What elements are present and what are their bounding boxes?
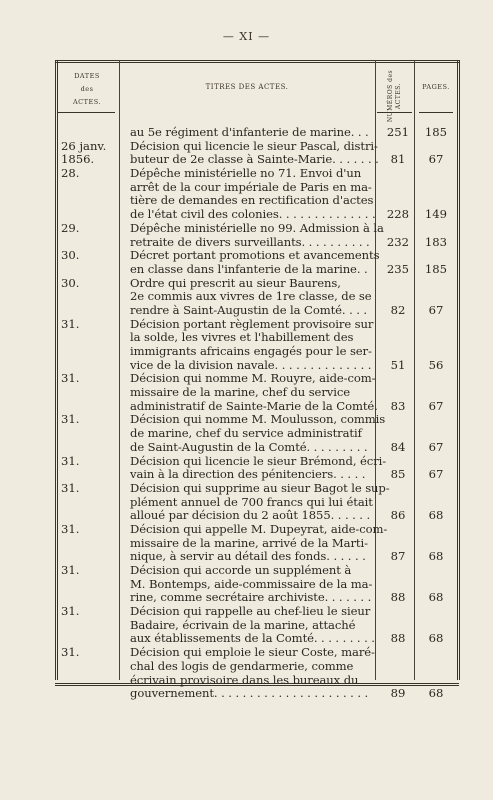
row-title: la solde, les vivres et l'habillement des bbox=[130, 330, 354, 345]
row-title: de Saint-Augustin de la Comté. . . . . . . . . bbox=[130, 439, 368, 454]
table-row bbox=[0, 523, 493, 537]
row-act-number: 232 bbox=[386, 234, 410, 249]
row-date: 31. bbox=[61, 521, 80, 536]
row-title: Dépêche ministérielle no 99. Admission à la bbox=[130, 220, 384, 235]
row-act-number: 85 bbox=[390, 467, 406, 482]
row-page-number: 67 bbox=[428, 439, 444, 454]
row-page-number: 67 bbox=[428, 152, 444, 167]
row-page-number: 56 bbox=[428, 357, 444, 372]
table-row bbox=[0, 181, 493, 195]
row-act-number: 83 bbox=[390, 398, 406, 413]
row-title: M. Bontemps, aide-commissaire de la ma- bbox=[130, 576, 373, 591]
row-act-number: 235 bbox=[386, 261, 410, 276]
table-row bbox=[0, 482, 493, 496]
table-row bbox=[0, 249, 493, 263]
table-row bbox=[0, 236, 493, 250]
row-date: 31. bbox=[61, 371, 80, 386]
row-page-number: 68 bbox=[428, 631, 444, 646]
row-title: Décision qui nomme M. Rouyre, aide-com- bbox=[130, 371, 376, 386]
row-title: missaire de la marine, arrivé de la Marti- bbox=[130, 535, 368, 550]
row-page-number: 149 bbox=[424, 207, 448, 222]
row-title: Décision qui licencie le sieur Brémond, écri- bbox=[130, 453, 387, 468]
row-title: Ordre qui prescrit au sieur Baurens, bbox=[130, 275, 341, 290]
table-row bbox=[0, 359, 493, 373]
row-date: 31. bbox=[61, 604, 80, 619]
table-row bbox=[0, 619, 493, 633]
row-date: 28. bbox=[61, 166, 80, 181]
row-date: 29. bbox=[61, 220, 80, 235]
table-row bbox=[0, 167, 493, 181]
row-title: alloué par décision du 2 août 1855. . . . . . bbox=[130, 508, 371, 523]
row-title: Décision portant règlement provisoire sur bbox=[130, 316, 374, 331]
row-title: missaire de la marine, chef du service bbox=[130, 385, 350, 400]
row-page-number: 68 bbox=[428, 549, 444, 564]
table-row bbox=[0, 413, 493, 427]
table-row bbox=[0, 153, 493, 167]
header-rule-numbers bbox=[377, 112, 412, 113]
row-page-number: 183 bbox=[424, 234, 448, 249]
table-row bbox=[0, 194, 493, 208]
row-title: vice de la division navale. . . . . . . . . . . . . . bbox=[130, 357, 372, 372]
table-row bbox=[0, 455, 493, 469]
row-title: Décision qui emploie le sieur Coste, maré- bbox=[130, 645, 375, 660]
row-act-number: 88 bbox=[390, 631, 406, 646]
table-row bbox=[0, 386, 493, 400]
row-title: gouvernement. . . . . . . . . . . . . . . . . . . . . . bbox=[130, 686, 369, 701]
table-row bbox=[0, 550, 493, 564]
row-title: en classe dans l'infanterie de la marine. . bbox=[130, 261, 368, 276]
table-row bbox=[0, 509, 493, 523]
row-title: Décision qui nomme M. Moulusson, commis bbox=[130, 412, 386, 427]
header-dates-line: DATES bbox=[74, 72, 100, 80]
row-date: 31. bbox=[61, 645, 80, 660]
row-title: aux établissements de la Comté. . . . . . . . . bbox=[130, 631, 375, 646]
row-title: Décision qui licencie le sieur Pascal, distri- bbox=[130, 138, 378, 153]
row-title: au 5e régiment d'infanterie de marine. . . bbox=[130, 125, 369, 139]
row-title: administratif de Sainte-Marie de la Comté. bbox=[130, 398, 378, 413]
row-page-number: 185 bbox=[424, 125, 448, 139]
table-row bbox=[0, 605, 493, 619]
row-act-number: 87 bbox=[390, 549, 406, 564]
row-title: immigrants africains engagés pour le ser- bbox=[130, 344, 372, 358]
row-title: Dépêche ministérielle no 71. Envoi d'un bbox=[130, 166, 362, 181]
row-title: Décision qui rappelle au chef-lieu le sieur bbox=[130, 604, 371, 619]
page-header: — XI — bbox=[222, 30, 271, 43]
row-page-number: 68 bbox=[428, 508, 444, 523]
table-row bbox=[0, 208, 493, 222]
row-title: écrivain provisoire dans les bureaux du bbox=[130, 672, 359, 687]
row-title: Décision qui accorde un supplément à bbox=[130, 563, 352, 577]
row-title: Décret portant promotions et avancements bbox=[130, 248, 380, 263]
row-title: de l'état civil des colonies. . . . . . . . . . . . . . bbox=[130, 207, 376, 222]
row-date: 31. bbox=[61, 453, 80, 468]
row-date: 30. bbox=[61, 275, 80, 290]
row-page-number: 67 bbox=[428, 467, 444, 482]
row-title: plément annuel de 700 francs qui lui était bbox=[130, 494, 373, 509]
row-date: 26 janv. bbox=[61, 138, 107, 153]
table-row bbox=[0, 277, 493, 291]
table-body bbox=[0, 126, 493, 701]
row-title: Décision qui supprime au sieur Bagot le sup- bbox=[130, 480, 390, 495]
row-title: buteur de 2e classe à Sainte-Marie. . . . . . . bbox=[130, 152, 379, 167]
row-title: vain à la direction des pénitenciers. . . . . bbox=[130, 467, 366, 482]
table-row bbox=[0, 263, 493, 277]
header-dates-line: des bbox=[80, 85, 94, 93]
row-act-number: 251 bbox=[386, 125, 410, 139]
row-title: tière de demandes en rectification d'actes bbox=[130, 193, 374, 208]
row-act-number: 228 bbox=[386, 207, 410, 222]
header-numbers-text: NUMÉROS des ACTES. bbox=[387, 69, 402, 123]
row-page-number: 67 bbox=[428, 398, 444, 413]
row-date: 31. bbox=[61, 563, 80, 577]
row-title: rine, comme secrétaire archiviste. . . . . . . bbox=[130, 590, 372, 605]
row-page-number: 68 bbox=[428, 686, 444, 701]
table-row bbox=[0, 468, 493, 482]
table-row bbox=[0, 441, 493, 455]
row-title: de marine, chef du service administratif bbox=[130, 426, 362, 441]
row-title: rendre à Saint-Augustin de la Comté. . . . bbox=[130, 302, 368, 317]
row-title: chal des logis de gendarmerie, comme bbox=[130, 658, 354, 673]
table-row bbox=[0, 537, 493, 551]
header-titles: TITRES DES ACTES. bbox=[205, 83, 289, 91]
table-row bbox=[0, 290, 493, 304]
row-page-number: 185 bbox=[424, 261, 448, 276]
row-date: 1856. bbox=[61, 152, 95, 167]
row-date: 30. bbox=[61, 248, 80, 263]
table-row bbox=[0, 331, 493, 345]
table-row bbox=[0, 345, 493, 359]
table-row bbox=[0, 564, 493, 578]
row-title: 2e commis aux vivres de 1re classe, de se bbox=[130, 289, 372, 304]
table-row bbox=[0, 660, 493, 674]
table-row bbox=[0, 674, 493, 688]
row-page-number: 68 bbox=[428, 590, 444, 605]
table-row bbox=[0, 222, 493, 236]
row-title: arrêt de la cour impériale de Paris en ma- bbox=[130, 179, 372, 194]
row-act-number: 86 bbox=[390, 508, 406, 523]
table-row bbox=[0, 318, 493, 332]
table-row bbox=[0, 632, 493, 646]
row-title: Badaire, écrivain de la marine, attaché bbox=[130, 617, 356, 632]
header-dates bbox=[58, 70, 116, 109]
row-page-number: 67 bbox=[428, 302, 444, 317]
table-row bbox=[0, 646, 493, 660]
table-row bbox=[0, 400, 493, 414]
table-row bbox=[0, 427, 493, 441]
table-row bbox=[0, 578, 493, 592]
table-row bbox=[0, 140, 493, 154]
row-act-number: 89 bbox=[390, 686, 406, 701]
row-date: 31. bbox=[61, 316, 80, 331]
row-act-number: 88 bbox=[390, 590, 406, 605]
table-row bbox=[0, 591, 493, 605]
header-rule-dates bbox=[57, 112, 115, 113]
table-row bbox=[0, 687, 493, 701]
table-row bbox=[0, 126, 493, 140]
row-title: Décision qui appelle M. Dupeyrat, aide-com- bbox=[130, 521, 388, 536]
header-rule-pages bbox=[419, 112, 453, 113]
row-act-number: 81 bbox=[390, 152, 406, 167]
header-dates-line: ACTES. bbox=[72, 98, 102, 106]
row-act-number: 51 bbox=[390, 357, 406, 372]
row-act-number: 84 bbox=[390, 439, 406, 454]
row-title: nique, à servir au détail des fonds. . . . . . bbox=[130, 549, 366, 564]
table-row bbox=[0, 496, 493, 510]
row-date: 31. bbox=[61, 480, 80, 495]
table-row bbox=[0, 304, 493, 318]
row-date: 31. bbox=[61, 412, 80, 427]
table-row bbox=[0, 372, 493, 386]
header-pages: PAGES. bbox=[422, 83, 450, 91]
row-act-number: 82 bbox=[390, 302, 406, 317]
row-title: retraite de divers surveillants. . . . . . . . . . bbox=[130, 234, 370, 249]
